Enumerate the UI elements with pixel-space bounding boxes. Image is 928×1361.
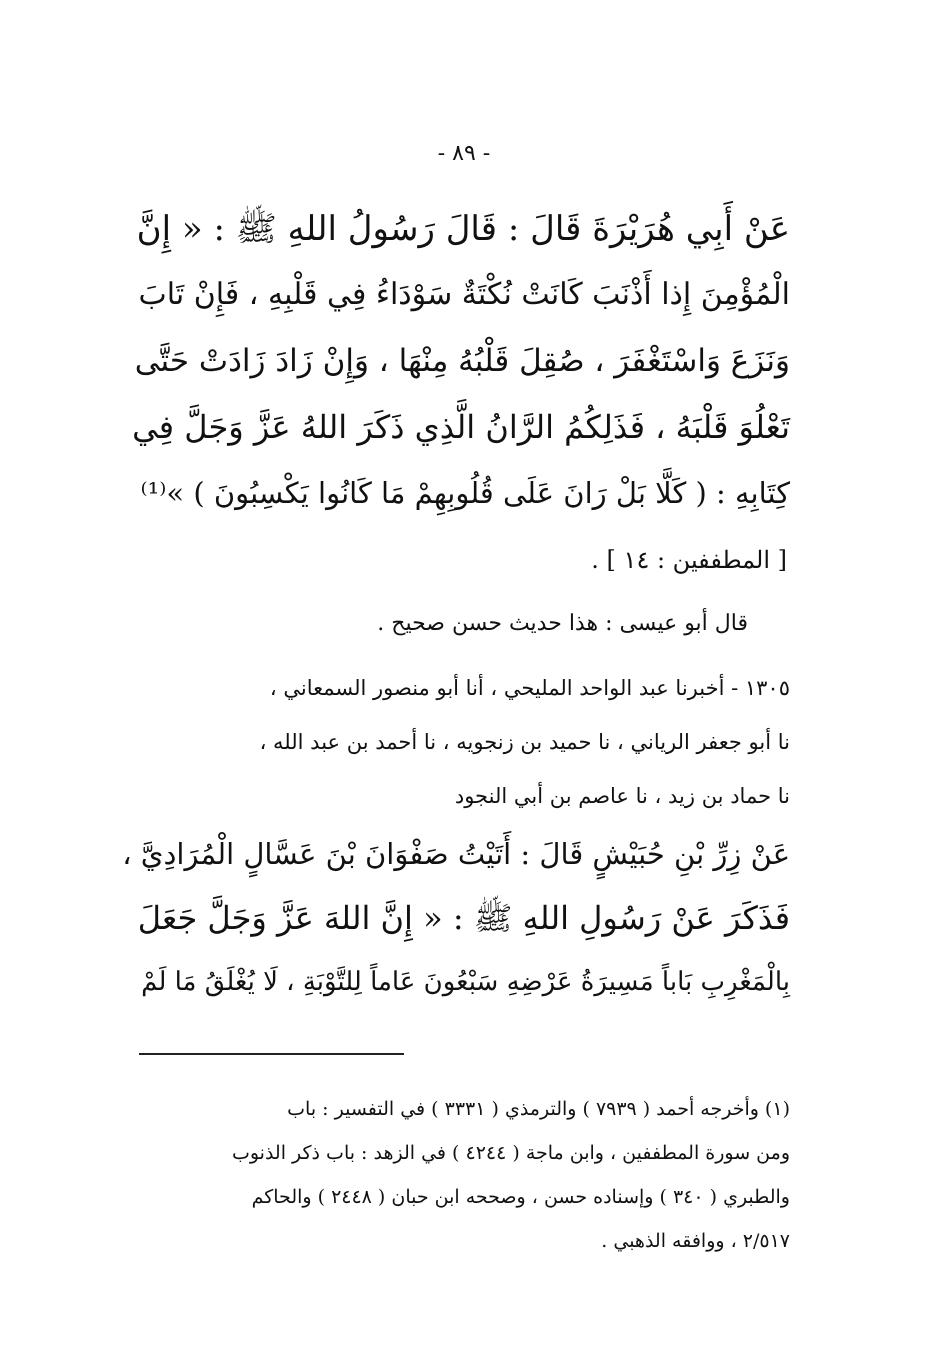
isnad-line: ١٣٠٥ - أخبرنا عبد الواحد المليحي ، أنا أبو منصور السمعاني ، (269, 676, 790, 700)
hadith-2-line: عَنْ زِرِّ بْنِ حُبَيْشٍ قَالَ : أَتَيْتُ صَفْوَانَ بْنَ عَسَّالٍ الْمُرَادِيَّ ، (122, 837, 790, 871)
footnote-line: ٢/٥١٧ ، ووافقه الذهبي . (601, 1230, 790, 1252)
footnotes (130, 1087, 790, 1263)
footnote-separator (139, 1053, 404, 1055)
hadith-1-line: عَنْ أَبِي هُرَيْرَةَ قَالَ : قَالَ رَسُولُ اللهِ ﷺ : « إِنَّ (136, 209, 790, 249)
page-number: - ٨٩ - (437, 141, 491, 166)
isnad-chain (130, 661, 790, 823)
hadith-2-line: بِالْمَغْرِبِ بَاباً مَسِيرَةُ عَرْضِهِ سَبْعُونَ عَاماً لِلتَّوْبَةِ ، لَا يُغْلَقُ مَا لَمْ (141, 967, 790, 997)
isnad-line: نا حماد بن زيد ، نا عاصم بن أبي النجود (454, 784, 790, 808)
isnad-line: نا أبو جعفر الرياني ، نا حميد بن زنجويه ، نا أحمد بن عبد الله ، (259, 730, 790, 754)
hadith-1-line: وَنَزَعَ وَاسْتَغْفَرَ ، صُقِلَ قَلْبُهُ مِنْهَا ، وَإِنْ زَادَ زَادَتْ حَتَّى (134, 343, 790, 379)
hadith-1-line: الْمُؤْمِنَ إِذا أَذْنَبَ كَانَتْ نُكْتَةٌ سَوْدَاءُ فِي قَلْبِهِ ، فَإِنْ تَابَ (138, 277, 790, 312)
hadith-text-2 (118, 822, 790, 1014)
hadith-2-line: فَذَكَرَ عَنْ رَسُولِ اللهِ ﷺ : « إِنَّ اللهَ عَزَّ وَجَلَّ جَعَلَ (137, 899, 790, 937)
quran-reference: [ المطففين : ١٤ ] . (591, 546, 787, 574)
hadith-text-1 (125, 196, 790, 526)
hadith-grading: قال أبو عيسى : هذا حديث حسن صحيح . (377, 611, 748, 636)
footnote-line: ومن سورة المطففين ، وابن ماجة ( ٤٢٤٤ ) في الزهد : باب ذكر الذنوب (231, 1142, 790, 1164)
hadith-1-line: كِتَابِهِ : ( كَلَّا بَلْ رَانَ عَلَى قُلُوبِهِمْ مَا كَانُوا يَكْسِبُونَ ) »⁽¹⁾ (140, 476, 790, 510)
footnote-line: والطبري ( ٣٤٠ ) وإسناده حسن ، وصححه ابن حبان ( ٢٤٤٨ ) والحاكم (251, 1186, 790, 1208)
footnote-line: (١) وأخرجه أحمد ( ٧٩٣٩ ) والترمذي ( ٣٣٣١ ) في التفسير : باب (287, 1098, 790, 1120)
hadith-1-line: تَعْلُوَ قَلْبَهُ ، فَذَلِكُمُ الرَّانُ الَّذِي ذَكَرَ اللهُ عَزَّ وَجَلَّ فِي (132, 408, 790, 446)
